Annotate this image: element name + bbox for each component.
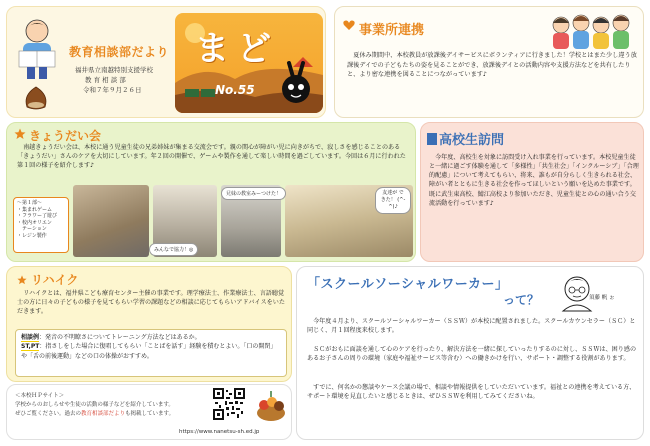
jigyosho-section: [334, 6, 644, 118]
website-line2-a: ぜひご覧ください。過去の: [15, 411, 82, 417]
koko-section: [420, 122, 644, 262]
heart-icon: [343, 19, 355, 31]
schedule-line: テーション: [17, 226, 47, 232]
bubble-teamwork: みんなで協力！◎: [149, 243, 198, 256]
consult-example-box: [15, 329, 287, 377]
koko-body: 今年度、高校生を対象に訪問受け入れ事業を行っています。本校児童生徒と一緒に過ごす体験を通して「多様性」「共生社会」「インクルーシブ」「合理的配慮」について考えてもらい、将来、誰もが自分らしく生きられる社会、障がい者とともに生きる社会を作ってほしいという願いを込めた事業です。既に武生東高校、鯖江高校より参加いただき、児童生徒との心の通い合う交流活動を行っています♪: [429, 154, 639, 207]
newsletter-title: 教育相談部だより: [69, 45, 170, 59]
children-group-illustration: [549, 11, 641, 51]
jigyosho-body: 夏休み期間中、本校教員が放課後デイサービスにボランティアに行きました！学校とはまた少し違う放課後デイでの子どもたちの姿を見ることができ、放課後デイとの活動内容や支援方法などを共有したりと、より密な連携を図ることにつながっています♪: [347, 52, 637, 79]
kyodai-body: 南越きょうだい会は、本校に通う児童生徒の兄弟姉妹が集まる交流会です。親の関心が障がい児に向きがちで、寂しさを感じることのある「きょうだい」さんのケアを大切にしています。年２回の開催で、ゲームや製作を通して楽しい時間を過ごしています。今回は６月に行われた第１回の様子を紹介します♪: [17, 144, 406, 170]
ssw-title: 「スクールソーシャルワーカー」: [307, 277, 509, 292]
ssw-section: [296, 266, 644, 440]
issue-number: No.55: [215, 83, 255, 97]
advice-label: ST,PT: [21, 343, 40, 351]
consult-example-text: ：発音の不明瞭さについてトレーニング方法などはあるか。: [39, 334, 201, 341]
rehab-body: リハイクとは、福井県こども療育センター主催の事業です。理学療法士、作業療法士、言語聴覚士の方に日々の子どもの様子を見てもらい学習の課題などの相談に応じてもらいアドバイスをいただきます。: [17, 290, 285, 316]
jigyosho-title: 事業所連携: [359, 23, 425, 38]
schedule-line: ・フラワー了遊び: [17, 213, 58, 219]
ssw-paragraph-2: ＳＣがおもに面談を通して心のケアを行ったり、解決方法を一緒に探していったりするのに対し、ＳＳＷは、困り感のあるお子さんの周りの環境（家庭や福祉サービス等含む）への働きかけを行い、サポート・調整する役割があります。: [307, 346, 637, 363]
school-name: 福井県立南越特別支援学校: [75, 66, 153, 74]
ssw-paragraph-1: 今年度４月より、スクールソーシャルワーカー（ＳＳＷ）が本校に配置されました。スクールカウンセラー（ＳＣ）と同じく、月１回程度来校します。: [307, 318, 636, 335]
ssw-name: 須藤 帆 ぉ: [589, 295, 615, 301]
schedule-line: ～第１部～: [17, 200, 43, 206]
header-banner: [6, 6, 326, 118]
logo-area: [175, 13, 323, 113]
rehab-title: リハイク: [31, 273, 79, 287]
issue-date: 令和７年９月２６日: [83, 86, 142, 94]
schedule-line: ・レジン製作: [17, 232, 47, 239]
schedule-line: ・集まれゲーム: [17, 206, 53, 213]
qr-code-icon[interactable]: [213, 388, 245, 420]
chestnut-icon: [21, 85, 51, 111]
schedule-box: [13, 197, 69, 253]
schedule-line: ・校内オリエン: [17, 219, 52, 226]
website-url[interactable]: https://www.nanetsu-sh.ed.jp: [179, 429, 260, 435]
child-reading-icon: [13, 17, 61, 81]
advice-line: [21, 342, 281, 361]
website-section: [6, 384, 292, 440]
bookmark-icon: [427, 133, 437, 145]
newsletter-archive-link[interactable]: 教育相談部だより: [81, 411, 126, 417]
rehab-section: [6, 266, 292, 382]
department-name: 教 育 相 談 部: [85, 76, 126, 84]
advice-text: ：指さしをした場合に復唱してもらい「ことばを話す」経験を積むとよい。「口の開閉」や「舌の前後運動」などの口の体操がおすすめ。: [21, 343, 277, 360]
star-icon: [17, 275, 27, 285]
kyodai-section: [6, 122, 416, 262]
ssw-portrait-illustration: [559, 271, 639, 313]
mascot-character-icon: [279, 61, 313, 107]
koko-title: 高校生訪問: [439, 133, 505, 148]
consult-example-label: 相談例: [21, 334, 40, 341]
bubble-found-classroom: 兄妹の教室みーつけた！: [221, 187, 286, 200]
ssw-title-suffix: って？: [503, 293, 540, 307]
website-line2: [15, 409, 174, 417]
bubble-made-friends: 友達が できた！ (^-^)♪: [375, 187, 411, 214]
star-icon: [14, 128, 26, 140]
website-heading: ＜本校ＨＰサイト＞: [15, 393, 65, 399]
autumn-basket-icon: [253, 387, 289, 423]
ssw-paragraph-3: すでに、何名かの懇談やケース会議の場で、相談や情報提供をしていただいています。福祉との連携を考えている方、サポート環境を見直したいと感じるときは、ぜひＳＳＷを利用してみてくださいね。: [307, 384, 636, 401]
consult-example-line: [21, 333, 281, 342]
photo-group-game: [73, 185, 149, 257]
kyodai-title: きょうだい会: [29, 129, 102, 143]
website-line2-b: も掲載しています。: [125, 411, 175, 417]
logo-text: まど: [195, 29, 279, 69]
website-line1: 学校からのおしらせや生徒の活動の様子などを紹介しています。: [15, 402, 174, 408]
